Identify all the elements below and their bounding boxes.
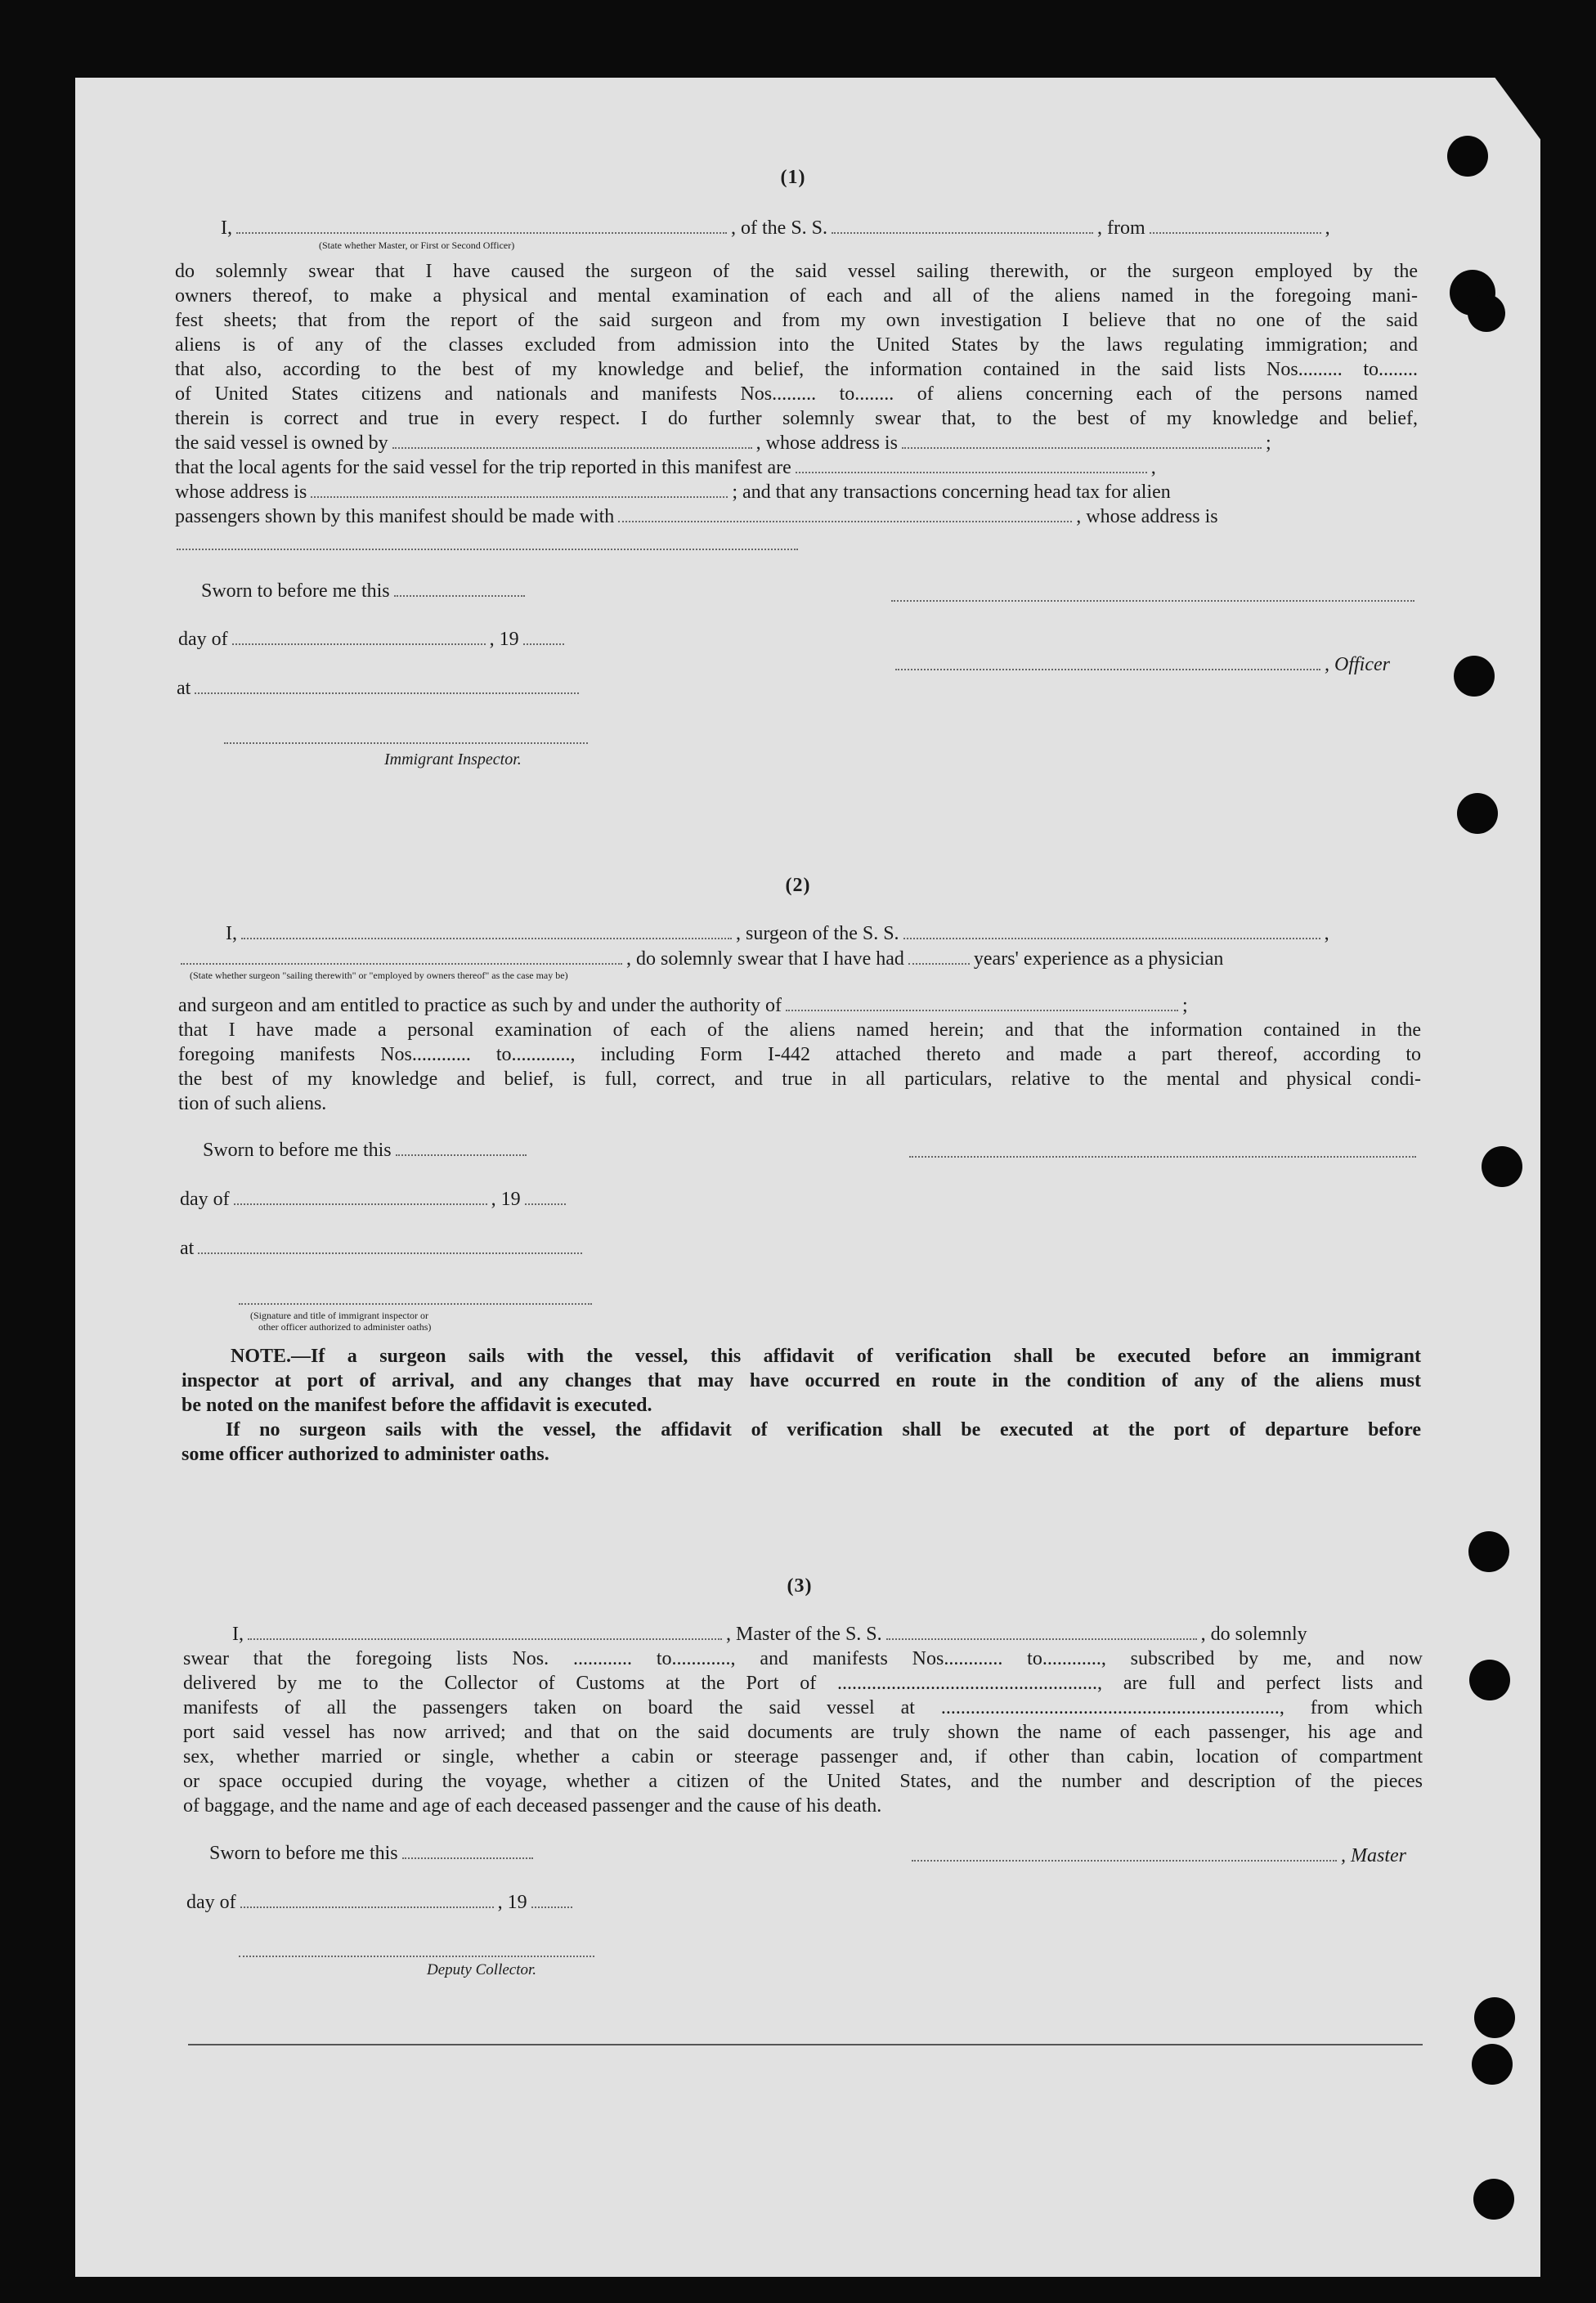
month-field[interactable]: [232, 643, 486, 645]
punch-hole: [1468, 1531, 1509, 1572]
owned-by-label: the said vessel is owned by: [175, 432, 388, 454]
day-of-line: [178, 627, 568, 652]
note-line: If no surgeon sails with the vessel, the affidavit of verification shall be executed at the port of departure before: [226, 1419, 1421, 1440]
master-signature-field[interactable]: [912, 1859, 1337, 1862]
section-1-para-line: therein is correct and true in every respect. I do further solemnly swear that, to the best of my knowledge and belief,: [175, 408, 1418, 429]
section-1-caption: (State whether Master, or First or Second Officer): [319, 240, 515, 251]
at-line: [177, 676, 583, 701]
passengers-line: [175, 504, 1218, 529]
place-field[interactable]: [195, 692, 579, 694]
deputy-signature-field[interactable]: [239, 1955, 594, 1957]
day-of-line: [180, 1187, 570, 1212]
punch-hole: [1482, 1146, 1522, 1187]
local-agents-field[interactable]: [796, 471, 1147, 473]
section-2-caption: (State whether surgeon "sailing therewith" or "employed by owners thereof" as the case may be): [190, 970, 568, 981]
master-label: , Master: [1341, 1845, 1406, 1866]
section-3-para-line: swear that the foregoing lists Nos. ............ to............, and manifests Nos............ to............, subscribed by me, and now: [183, 1648, 1423, 1669]
section-1-para-line: of United States citizens and nationals and manifests Nos......... to........ of aliens concerning each of the persons named: [175, 383, 1418, 405]
section-1-para-line: fest sheets; that from the report of the said surgeon and from my own investigation I believe that no one of the said: [175, 310, 1418, 331]
officer-label: , Officer: [1325, 654, 1390, 675]
surgeon-name-field[interactable]: [241, 937, 732, 939]
whose-address-line: [175, 480, 1171, 504]
section-2-line2: [177, 947, 1223, 971]
section-2-para-line: tion of such aliens.: [178, 1093, 327, 1114]
section-2-para-line: that I have made a personal examination of each of the aliens named herein; and that the information contained in the: [178, 1019, 1421, 1041]
month-field[interactable]: [240, 1906, 494, 1908]
sworn-label: Sworn to before me this: [201, 580, 390, 602]
sworn-label: Sworn to before me this: [209, 1843, 398, 1864]
owned-by-line: the said vessel is owned by , whose address is ;: [175, 432, 1271, 454]
section-3-line1: [232, 1622, 1307, 1647]
punch-hole: [1472, 2044, 1513, 2085]
inspector-signature-field[interactable]: [239, 1302, 592, 1305]
authority-field[interactable]: [786, 1009, 1178, 1011]
surgeon-of-ss-label: , surgeon of the S. S.: [736, 923, 899, 944]
local-agents-line: that the local agents for the said vessel for the trip reported in this manifest are ,: [175, 457, 1156, 478]
at-line: [180, 1236, 586, 1261]
master-of-ss-label: , Master of the S. S.: [726, 1624, 882, 1645]
section-1-para-line: aliens is of any of the classes excluded from admission into the United States by the laws regulating immigration; and: [175, 334, 1418, 356]
place-field[interactable]: [198, 1252, 582, 1254]
day-of-label: day of: [178, 629, 228, 650]
punch-hole: [1468, 294, 1505, 332]
year-field[interactable]: [525, 1203, 566, 1205]
whose-address-label: , whose address is: [755, 432, 898, 454]
section-3-para-line: manifests of all the passengers taken on board the said vessel at ....................................................................., from which: [183, 1697, 1423, 1718]
pronoun-i: I,: [221, 217, 232, 239]
head-tax-address-field[interactable]: [177, 548, 798, 550]
sworn-line: [201, 579, 529, 603]
section-1-line1: I, , of the S. S. , from ,: [221, 217, 1330, 239]
pronoun-i: I,: [232, 1624, 244, 1645]
section-3-number: (3): [787, 1575, 813, 1597]
year-field[interactable]: [531, 1906, 572, 1908]
section-3-para-line: port said vessel has now arrived; and that on the said documents are truly shown the name of each passenger, his age and: [183, 1722, 1423, 1743]
punch-hole: [1447, 136, 1488, 177]
day-of-label: day of: [186, 1892, 236, 1913]
month-field[interactable]: [234, 1203, 487, 1205]
deputy-collector-label: Deputy Collector.: [427, 1961, 537, 1978]
sworn-label: Sworn to before me this: [203, 1140, 392, 1161]
pronoun-i: I,: [226, 923, 237, 944]
bottom-rule: [188, 2044, 1423, 2045]
note-line: NOTE.—If a surgeon sails with the vessel, this affidavit of verification shall be executed before an immigrant: [231, 1346, 1421, 1367]
sworn-line: [209, 1841, 537, 1866]
section-2-para-line: foregoing manifests Nos............ to............, including Form I-442 attached thereto and made a part thereof, according to: [178, 1044, 1421, 1065]
surgeon-signature-field[interactable]: [909, 1155, 1416, 1158]
sig-caption-1: (Signature and title of immigrant inspector or: [250, 1310, 428, 1321]
sworn-date-field[interactable]: [394, 594, 525, 597]
section-2-number: (2): [785, 875, 811, 896]
master-line: [908, 1844, 1406, 1868]
punch-hole: [1473, 2179, 1514, 2220]
officer-line: [891, 652, 1390, 677]
section-3-para-line: sex, whether married or single, whether a cabin or steerage passenger and, if other than cabin, location of compartment: [183, 1746, 1423, 1768]
vessel-name-field[interactable]: [903, 937, 1320, 939]
section-1-para-line: that also, according to the best of my knowledge and belief, the information contained in the said lists Nos......... to........: [175, 359, 1418, 380]
physician-text: years' experience as a physician: [973, 948, 1224, 970]
punch-hole: [1469, 1660, 1510, 1700]
punch-hole: [1457, 793, 1498, 834]
master-name-field[interactable]: [248, 1638, 722, 1640]
authority-label: and surgeon and am entitled to practice as such by and under the authority of: [178, 995, 782, 1016]
inspector-signature-field[interactable]: [224, 742, 588, 744]
sworn-date-field[interactable]: [396, 1154, 527, 1156]
of-ss-label: , of the S. S.: [731, 217, 828, 239]
sig-caption-2: other officer authorized to administer oaths): [258, 1321, 432, 1333]
owner-field[interactable]: [392, 446, 752, 449]
vessel-name-field[interactable]: [832, 231, 1093, 234]
sworn-date-field[interactable]: [402, 1857, 533, 1859]
section-3-para-line: or space occupied during the voyage, whether a citizen of the United States, and the number and description of the pieces: [183, 1771, 1423, 1792]
from-port-field[interactable]: [1150, 231, 1321, 234]
surgeon-status-field[interactable]: [181, 962, 622, 965]
passengers-label: passengers shown by this manifest should be made with: [175, 506, 615, 527]
inspector-label: Immigrant Inspector.: [384, 750, 522, 768]
punch-hole: [1454, 656, 1495, 697]
section-3-para-line: of baggage, and the name and age of each deceased passenger and the cause of his death.: [183, 1795, 882, 1817]
head-tax-text: ; and that any transactions concerning head tax for alien: [732, 482, 1171, 503]
note-line: be noted on the manifest before the affidavit is executed.: [182, 1395, 652, 1416]
owner-address-field[interactable]: [902, 446, 1262, 449]
authority-line: and surgeon and am entitled to practice as such by and under the authority of ;: [178, 995, 1188, 1016]
at-label: at: [177, 678, 191, 699]
day-of-label: day of: [180, 1189, 230, 1210]
note-line: inspector at port of arrival, and any changes that may have occurred en route in the condition of any of the aliens must: [182, 1370, 1421, 1391]
section-1-number: (1): [780, 167, 806, 188]
sworn-line: [203, 1138, 531, 1163]
day-of-line: [186, 1890, 576, 1915]
agents-address-field[interactable]: [311, 495, 728, 498]
year-label: , 19: [491, 1189, 521, 1210]
officer-rank-field[interactable]: [236, 231, 727, 234]
whose-address-label: , whose address is: [1076, 506, 1218, 527]
note-line: some officer authorized to administer oaths.: [182, 1444, 549, 1465]
from-label: , from: [1097, 217, 1145, 239]
year-field[interactable]: [523, 643, 564, 645]
whose-address-label: whose address is: [175, 482, 307, 503]
punch-hole: [1474, 1997, 1515, 2038]
years-field[interactable]: [908, 962, 970, 965]
officer-signature-field[interactable]: [891, 599, 1414, 602]
section-2-line1: I, , surgeon of the S. S. ,: [226, 923, 1329, 944]
section-1-para-line: owners thereof, to make a physical and mental examination of each and all of the aliens named in the foregoing mani-: [175, 285, 1418, 307]
section-3-para-line: delivered by me to the Collector of Customs at the Port of ....................................................., are full and perfect lists and: [183, 1673, 1423, 1694]
section-2-para-line: the best of my knowledge and belief, is full, correct, and true in all particulars, relative to the mental and physical condi-: [178, 1069, 1421, 1090]
sworn-experience-text: , do solemnly swear that I have had: [626, 948, 904, 970]
year-label: , 19: [489, 629, 519, 650]
section-1-para-line: do solemnly swear that I have caused the surgeon of the said vessel sailing therewith, or the surgeon employed by the: [175, 261, 1418, 282]
local-agents-label: that the local agents for the said vessel for the trip reported in this manifest are: [175, 457, 791, 478]
do-solemnly-label: , do solemnly: [1200, 1624, 1307, 1645]
at-label: at: [180, 1238, 195, 1259]
vessel-name-field[interactable]: [886, 1638, 1197, 1640]
officer-name-field[interactable]: [895, 668, 1320, 670]
head-tax-party-field[interactable]: [618, 520, 1072, 522]
year-label: , 19: [497, 1892, 527, 1913]
